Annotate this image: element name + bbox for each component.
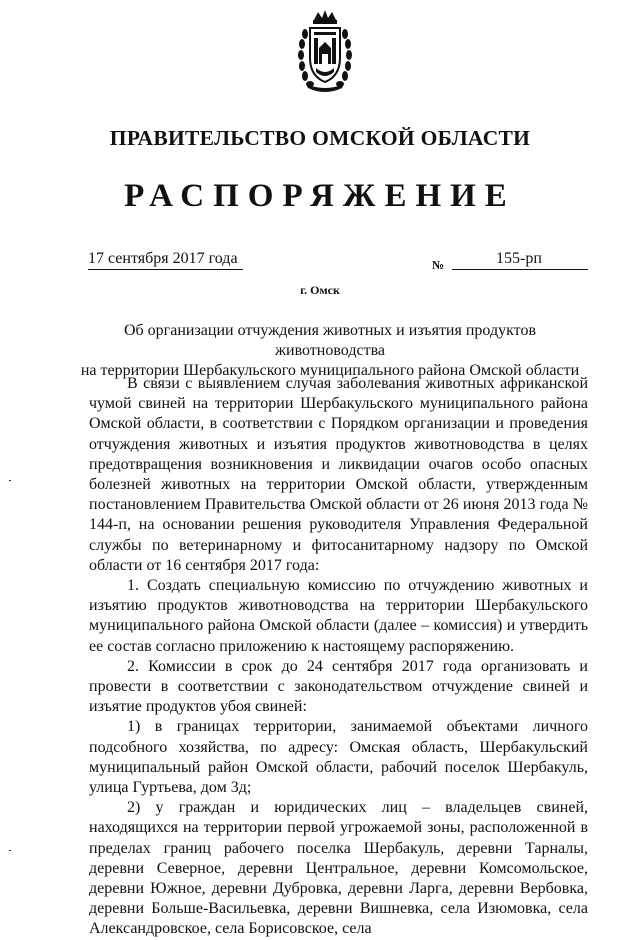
coat-of-arms-emblem bbox=[292, 10, 358, 92]
document-type-heading: РАСПОРЯЖЕНИЕ bbox=[124, 178, 516, 214]
paragraph-subitem-1: 1) в границах территории, занимаемой объектами личного подсобного хозяйства, по адресу: Омская область, Шербакульский муниципальный район Омской области, рабочий поселок Шербакуль, улица Гуртьева, дом 3д; bbox=[89, 718, 588, 797]
document-city: г. Омск bbox=[300, 283, 340, 297]
number-underline bbox=[452, 269, 588, 270]
document-number: 155-рп bbox=[496, 250, 542, 267]
paragraph-preamble: В связи с выявлением случая заболевания животных африканской чумой свиней на территории Шербакульского муниципального района Омской области, в соответствии с Порядком организации и проведения отчуждения животных и изъятия продуктов животноводства в целях предотвращения возникновения и ликвидации очагов особо опасных болезней животных на территории Омской области, утвержденным постановлением Правительства Омской области от 26 июня 2013 года № 144-п, на основании решения руководителя Управления Федеральной службы по ветеринарному и фитосанитарному надзору по Омской области от 16 сентября 2017 года: bbox=[89, 375, 588, 574]
scan-margin-mark bbox=[9, 480, 11, 481]
document-title bbox=[70, 321, 590, 381]
title-line-1: Об организации отчуждения животных и изъятия продуктов животноводства bbox=[123, 322, 536, 359]
scan-margin-mark bbox=[9, 850, 11, 851]
paragraph-item-2: 2. Комиссии в срок до 24 сентября 2017 года организовать и провести в соответствии с законодательством отчуждение свиней и изъятие продуктов убоя свиней: bbox=[89, 657, 588, 716]
document-date: 17 сентября 2017 года bbox=[88, 250, 238, 267]
document-body bbox=[89, 374, 588, 940]
paragraph-item-1: 1. Создать специальную комиссию по отчуждению животных и изъятию продуктов животноводства на территории Шербакульского муниципального района Омской области (далее – комиссия) и утвердить ее состав согласно приложению к настоящему распоряжению. bbox=[89, 577, 588, 655]
date-underline bbox=[88, 269, 243, 270]
title-line-2: на территории Шербакульского муниципального района Омской области bbox=[80, 362, 580, 379]
organization-heading: ПРАВИТЕЛЬСТВО ОМСКОЙ ОБЛАСТИ bbox=[109, 126, 531, 150]
paragraph-subitem-2: 2) у граждан и юридических лиц – владельцев свиней, находящихся на территории первой угрожаемой зоны, расположенной в пределах границ рабочего поселка Шербакуль, деревни Тарналы, деревни Северное, деревни Центральное, деревни Комсомольское, деревни Южное, деревни Дубровка, деревни Ларга, деревни Вербовка, деревни Больше-Васильевка, деревни Вишневка, села Изюмовка, села Александровское, села Борисовское, села bbox=[89, 799, 588, 938]
number-label: № bbox=[432, 258, 445, 272]
